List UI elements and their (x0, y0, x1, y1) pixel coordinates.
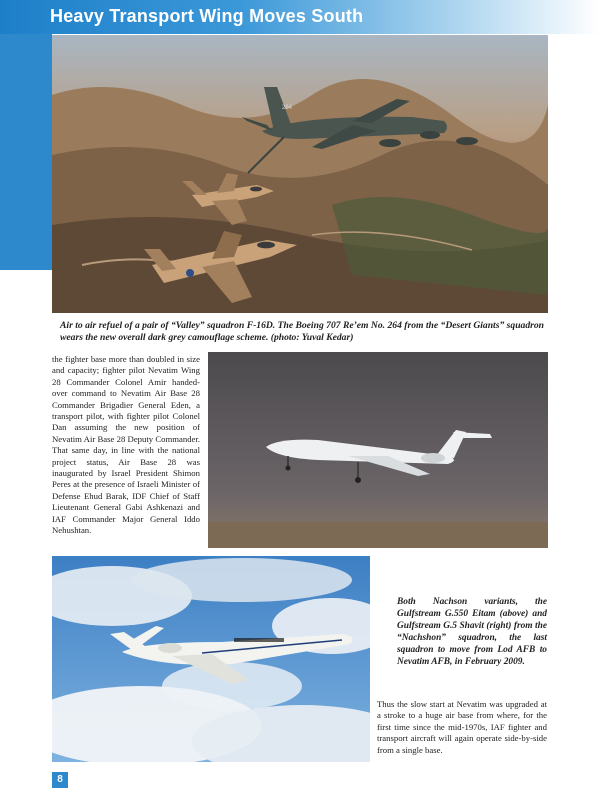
refuel-photo-caption: Air to air refuel of a pair of “Valley” squadron F-16D. The Boeing 707 Re’em No. 264 from the “Desert Giants” squadron wears the new overall dark grey camouflage scheme. (photo: Yuval Kedar) (60, 320, 544, 343)
body-paragraph-1: the fighter base more than doubled in size and capacity; fighter pilot Nevatim Wing 28 Commander Colonel Amir handed-over command to Nevatim Air Base 28 Commander Brigadier General Eden, a transport pilot, with fighter pilot Colonel Dan assuming the new position of Nevatim Air Base 28 Deputy Commander. That same day, in line with the national project status, Air Base 28 was inaugurated by Israel President Shimon Peres at the presence of Israeli Minister of Defense Ehud Barak, IDF Chief of Staff Lieutenant General Gabi Ashkenazi and IAF Commander Major General Iddo Nehushtan. (52, 354, 200, 536)
nachshon-caption: Both Nachson variants, the Gulfstream G.550 Eitam (above) and Gulfstream G.5 Shavit (right) from the “Nachshon” squadron, the last squadron to move from Lod AFB to Nevatim AFB, in February 2009. (397, 597, 547, 667)
refuel-photo (52, 35, 548, 313)
body-paragraph-2: Thus the slow start at Nevatim was upgraded at a stroke to a huge air base from where, for the first time since the mid-1970s, IAF fighter and transport aircraft will again operate side-by-side from a single base. (377, 699, 547, 755)
side-accent-bar (0, 34, 52, 270)
tail-marking: 264 (282, 105, 293, 111)
page-title: Heavy Transport Wing Moves South (50, 6, 364, 26)
shavit-photo (52, 556, 370, 762)
page-number: 8 (52, 772, 68, 788)
eitam-photo (208, 352, 548, 548)
